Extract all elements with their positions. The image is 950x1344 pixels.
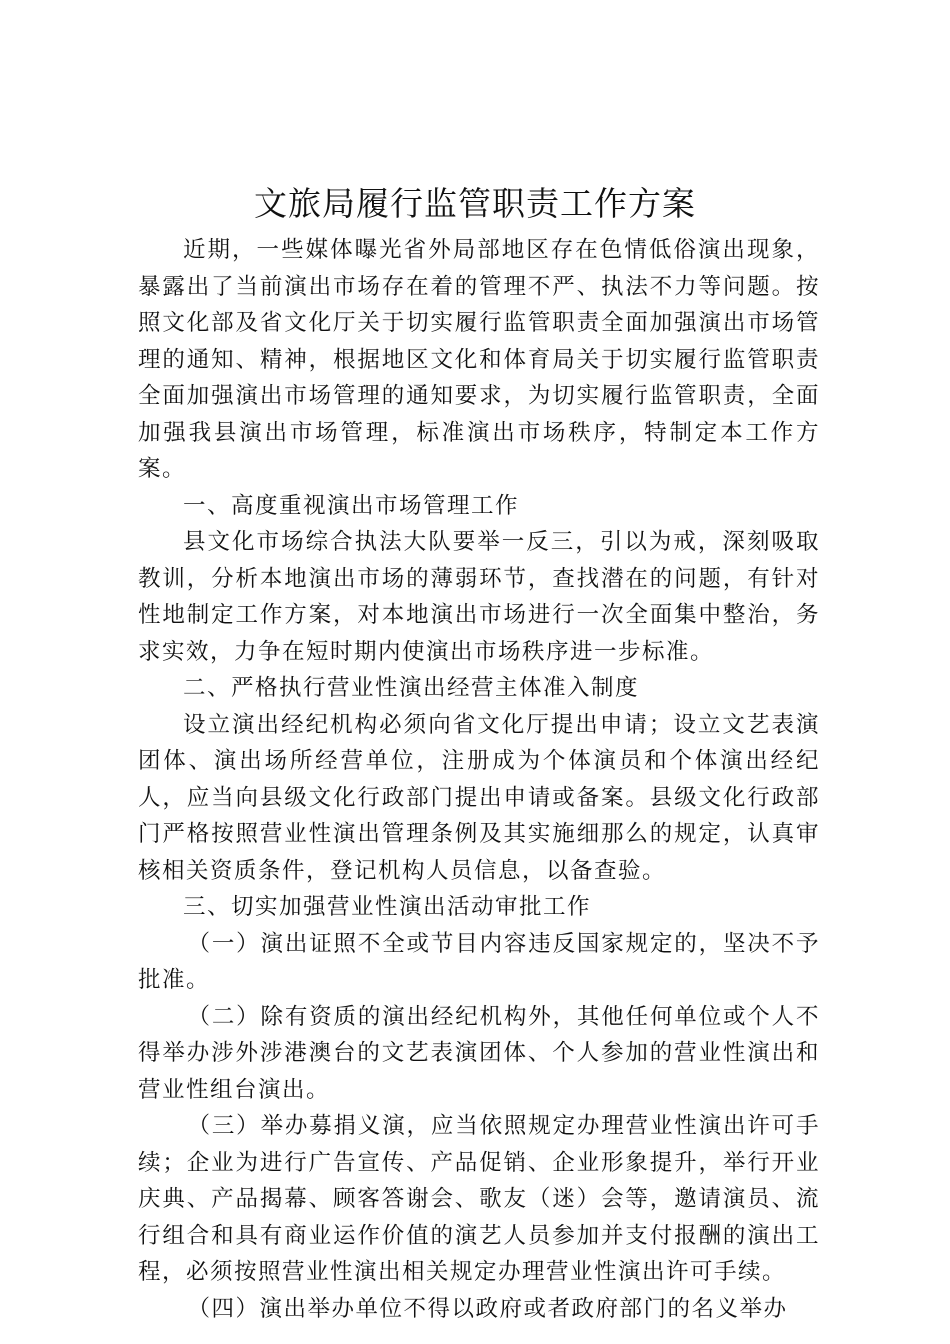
section-heading-2: 二、严格执行营业性演出经营主体准入制度 — [183, 675, 640, 701]
intro-paragraph: 近期，一些媒体曝光省外局部地区存在色情低俗演出现象，暴露出了当前演出市场存在着的管理不严、执法不力等问题。按照文化部及省文化厅关于切实履行监管职责全面加强演出市场管理的通知、精神，根据地区文化和体育局关于切实履行监管职责全面加强演出市场管理的通知要求，为切实履行监管职责，全面加强我县演出市场管理，标准演出市场秩序，特制定本工作方案。 — [138, 237, 820, 482]
section-3-item-3: （三）举办募捐义演，应当依照规定办理营业性演出许可手续；企业为进行广告宣传、产品促销、企业形象提升，举行开业庆典、产品揭幕、顾客答谢会、歌友（迷）会等，邀请演员、流行组合和具有商业运作价值的演艺人员参加并支付报酬的演出工程，必须按照营业性演出相关规定办理营业性演出许可手续。 — [138, 1113, 820, 1285]
section-1-paragraph: 县文化市场综合执法大队要举一反三，引以为戒，深刻吸取教训，分析本地演出市场的薄弱环节，查找潜在的问题，有针对性地制定工作方案，对本地演出市场进行一次全面集中整治，务求实效，力争在短时期内使演出市场秩序进一步标准。 — [138, 529, 820, 665]
document-title: 文旅局履行监管职责工作方案 — [254, 184, 696, 223]
section-3-item-4: （四）演出举办单位不得以政府或者政府部门的名义举办 — [187, 1295, 788, 1322]
section-3-item-1: （一）演出证照不全或节目内容违反国家规定的，坚决不予批准。 — [138, 930, 820, 993]
section-3-item-2: （二）除有资质的演出经纪机构外，其他任何单位或个人不得举办涉外涉港澳台的文艺表演团体、个人参加的营业性演出和营业性组台演出。 — [138, 1003, 820, 1103]
document-body — [138, 232, 820, 1327]
section-2-paragraph: 设立演出经纪机构必须向省文化厅提出申请；设立文艺表演团体、演出场所经营单位，注册成为个体演员和个体演出经纪人，应当向县级文化行政部门提出申请或备案。县级文化行政部门严格按照营业性演出管理条例及其实施细那么的规定，认真审核相关资质条件，登记机构人员信息，以备查验。 — [138, 711, 820, 884]
section-heading-3: 三、切实加强营业性演出活动审批工作 — [183, 894, 592, 920]
section-heading-1: 一、高度重视演出市场管理工作 — [183, 492, 520, 519]
